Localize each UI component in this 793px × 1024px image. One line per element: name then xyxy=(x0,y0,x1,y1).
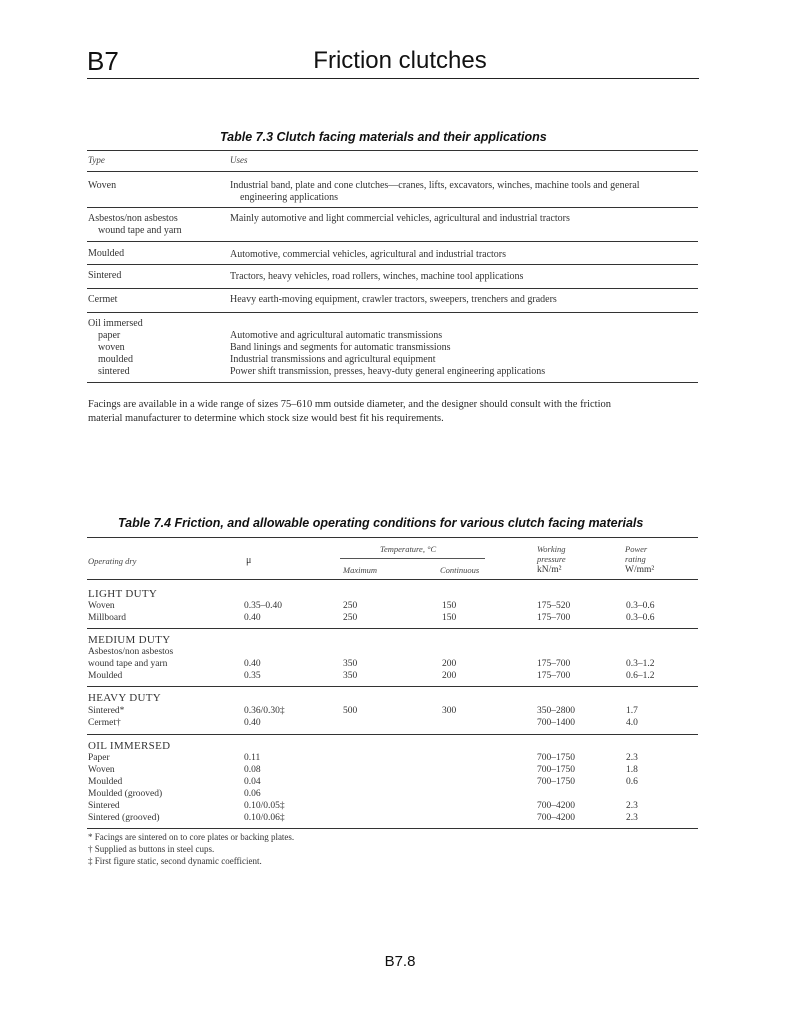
table-rule xyxy=(87,537,698,538)
footnote: ‡ First figure static, second dynamic coefficient. xyxy=(88,856,262,866)
table-rule xyxy=(87,686,698,687)
table-rule xyxy=(87,207,698,208)
mu-cell: 0.06 xyxy=(244,789,261,799)
mu-cell: 0.35–0.40 xyxy=(244,601,282,611)
max-temp-cell: 350 xyxy=(343,671,358,681)
material-cell: Moulded xyxy=(88,671,123,681)
body-paragraph-line: material manufacturer to determine which stock size would best fit his requirements. xyxy=(88,413,444,424)
cont-temp-cell: 300 xyxy=(442,706,457,716)
uses-cell: Tractors, heavy vehicles, road rollers, winches, machine tool applications xyxy=(230,271,524,282)
uses-cell: Industrial transmissions and agricultural equipment xyxy=(230,354,436,365)
material-cell: Sintered xyxy=(88,801,120,811)
pressure-cell: 175–700 xyxy=(537,659,571,669)
table-rule xyxy=(87,264,698,265)
table-rule xyxy=(87,579,698,580)
uses-cell: Mainly automotive and light commercial vehicles, agricultural and industrial tractors xyxy=(230,213,570,224)
pressure-cell: 350–2800 xyxy=(537,706,575,716)
type-cell: Oil immersed xyxy=(88,318,143,329)
table-rule xyxy=(87,734,698,735)
table-rule xyxy=(87,628,698,629)
uses-cell: Automotive, commercial vehicles, agricultural and industrial tractors xyxy=(230,249,507,260)
col-header-power-unit: W/mm² xyxy=(625,565,655,575)
table-7-4-title: Table 7.4 Friction, and allowable operating conditions for various clutch facing materials xyxy=(118,516,644,530)
material-cell: Paper xyxy=(88,753,110,763)
type-cell: Asbestos/non asbestos xyxy=(88,213,178,224)
pressure-cell: 700–4200 xyxy=(537,813,575,823)
cont-temp-cell: 150 xyxy=(442,613,457,623)
table-rule xyxy=(87,171,698,172)
material-cell: wound tape and yarn xyxy=(88,659,168,669)
power-cell: 0.3–0.6 xyxy=(626,613,655,623)
pressure-cell: 175–700 xyxy=(537,671,571,681)
temperature-rule xyxy=(340,558,485,559)
header-rule xyxy=(87,78,699,79)
mu-cell: 0.04 xyxy=(244,777,261,787)
power-cell: 0.6–1.2 xyxy=(626,671,655,681)
type-cell: Woven xyxy=(88,180,117,191)
pressure-cell: 700–1750 xyxy=(537,777,575,787)
material-cell: Moulded (grooved) xyxy=(88,789,163,799)
col-header-uses: Uses xyxy=(230,155,248,165)
pressure-cell: 700–4200 xyxy=(537,801,575,811)
mu-cell: 0.08 xyxy=(244,765,261,775)
max-temp-cell: 350 xyxy=(343,659,358,669)
col-header-pressure: pressure xyxy=(537,554,566,564)
mu-cell: 0.11 xyxy=(244,753,261,763)
table-rule xyxy=(87,382,698,383)
body-paragraph-line: Facings are available in a wide range of sizes 75–610 mm outside diameter, and the designer should consult with the friction xyxy=(88,399,611,410)
power-cell: 4.0 xyxy=(626,718,638,728)
power-cell: 2.3 xyxy=(626,801,638,811)
type-cell: Moulded xyxy=(88,248,125,259)
mu-cell: 0.35 xyxy=(244,671,261,681)
col-header-pressure: Working xyxy=(537,544,566,554)
power-cell: 1.7 xyxy=(626,706,638,716)
mu-cell: 0.40 xyxy=(244,718,261,728)
mu-cell: 0.10/0.05‡ xyxy=(244,801,285,811)
group-label: OIL IMMERSED xyxy=(88,740,171,752)
material-cell: Moulded xyxy=(88,777,123,787)
type-cell: wound tape and yarn xyxy=(98,225,182,236)
material-cell: Woven xyxy=(88,765,115,775)
cont-temp-cell: 200 xyxy=(442,659,457,669)
col-header-maximum: Maximum xyxy=(343,565,377,575)
power-cell: 2.3 xyxy=(626,813,638,823)
pressure-cell: 175–520 xyxy=(537,601,571,611)
max-temp-cell: 500 xyxy=(343,706,358,716)
col-header-temperature: Temperature, °C xyxy=(380,544,437,554)
cont-temp-cell: 200 xyxy=(442,671,457,681)
material-cell: Cermet† xyxy=(88,718,121,728)
mu-cell: 0.36/0.30‡ xyxy=(244,706,285,716)
material-cell: Woven xyxy=(88,601,115,611)
mu-cell: 0.10/0.06‡ xyxy=(244,813,285,823)
uses-cell: Band linings and segments for automatic transmissions xyxy=(230,342,451,353)
table-rule xyxy=(87,150,698,151)
section-code: B7 xyxy=(87,46,119,76)
pressure-cell: 700–1750 xyxy=(537,765,575,775)
table-rule xyxy=(87,241,698,242)
page-title: Friction clutches xyxy=(313,47,487,74)
table-rule xyxy=(87,288,698,289)
col-header-type: Type xyxy=(88,155,105,165)
type-cell: woven xyxy=(98,342,125,353)
max-temp-cell: 250 xyxy=(343,601,358,611)
cont-temp-cell: 150 xyxy=(442,601,457,611)
table-rule xyxy=(87,312,698,313)
uses-cell: Heavy earth-moving equipment, crawler tractors, sweepers, trenchers and graders xyxy=(230,294,557,305)
group-label: HEAVY DUTY xyxy=(88,692,161,704)
table-rule xyxy=(87,828,698,829)
power-cell: 2.3 xyxy=(626,753,638,763)
col-header-power: Power xyxy=(625,544,648,554)
max-temp-cell: 250 xyxy=(343,613,358,623)
uses-cell: Power shift transmission, presses, heavy-duty general engineering applications xyxy=(230,366,546,377)
type-cell: Cermet xyxy=(88,294,118,305)
col-header-mu: μ xyxy=(246,555,252,566)
type-cell: Sintered xyxy=(88,270,122,281)
group-label: LIGHT DUTY xyxy=(88,588,158,600)
footnote: * Facings are sintered on to core plates or backing plates. xyxy=(88,832,295,842)
pressure-cell: 175–700 xyxy=(537,613,571,623)
power-cell: 0.3–1.2 xyxy=(626,659,655,669)
page-number: B7.8 xyxy=(384,953,416,970)
footnote: † Supplied as buttons in steel cups. xyxy=(88,844,215,854)
pressure-cell: 700–1750 xyxy=(537,753,575,763)
material-cell: Sintered (grooved) xyxy=(88,813,160,823)
power-cell: 0.3–0.6 xyxy=(626,601,655,611)
power-cell: 0.6 xyxy=(626,777,638,787)
col-header-continuous: Continuous xyxy=(440,565,480,575)
col-header-power: rating xyxy=(625,554,646,564)
col-header-pressure-unit: kN/m² xyxy=(537,565,562,575)
material-cell: Sintered* xyxy=(88,706,125,716)
mu-cell: 0.40 xyxy=(244,613,261,623)
pressure-cell: 700–1400 xyxy=(537,718,575,728)
table-7-3-title: Table 7.3 Clutch facing materials and their applications xyxy=(220,130,547,144)
power-cell: 1.8 xyxy=(626,765,638,775)
uses-cell: engineering applications xyxy=(240,192,339,203)
material-cell: Millboard xyxy=(88,613,126,623)
col-header-operating: Operating dry xyxy=(88,556,137,566)
material-cell: Asbestos/non asbestos xyxy=(88,647,174,657)
type-cell: sintered xyxy=(98,366,130,377)
uses-cell: Industrial band, plate and cone clutches—cranes, lifts, excavators, winches, machine tools and general xyxy=(230,180,640,191)
type-cell: moulded xyxy=(98,354,133,365)
uses-cell: Automotive and agricultural automatic transmissions xyxy=(230,330,443,341)
group-label: MEDIUM DUTY xyxy=(88,634,171,646)
mu-cell: 0.40 xyxy=(244,659,261,669)
type-cell: paper xyxy=(98,330,121,341)
